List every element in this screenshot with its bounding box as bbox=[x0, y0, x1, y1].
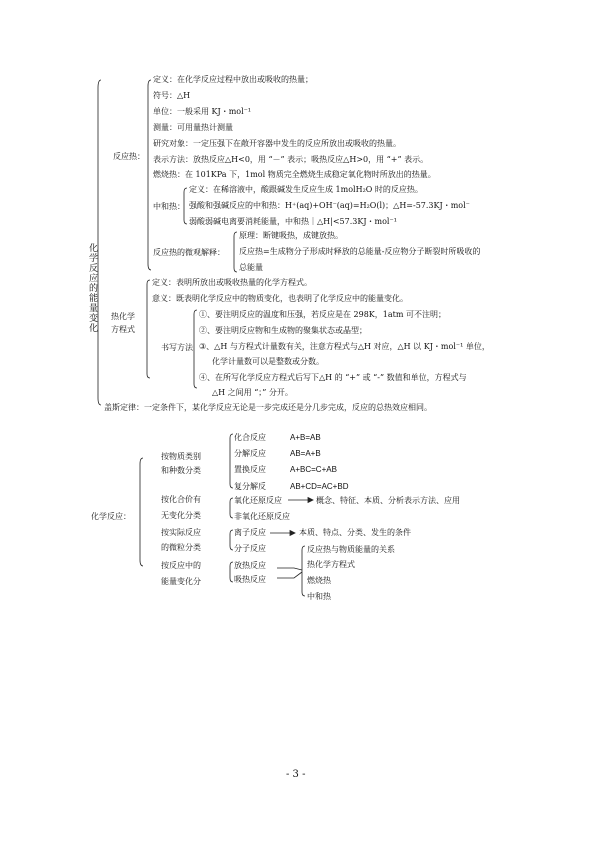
redox: 氧化还原反应 bbox=[234, 496, 282, 505]
by-type-1: 按物质类别 bbox=[161, 452, 201, 461]
decomposition: 分解反应 bbox=[234, 449, 266, 458]
redox-note: 概念、特征、本质、分析表示方法、应用 bbox=[316, 496, 460, 505]
by-valence-2: 无变化分类 bbox=[161, 511, 201, 520]
by-type-2: 和种数分类 bbox=[161, 466, 201, 475]
combination-eq: A+B=AB bbox=[290, 433, 321, 442]
reaction-heat-label: 反应热： bbox=[113, 152, 145, 161]
double: 复分解反 bbox=[234, 482, 266, 491]
page-number: - 3 - bbox=[286, 769, 306, 780]
neutral-def: 定义：在稀溶液中，酸跟碱发生反应生成 1molH₂O 时的反应热。 bbox=[189, 185, 423, 194]
molecular: 分子反应 bbox=[234, 544, 266, 553]
object: 研究对象：一定压强下在敞开容器中发生的反应所放出或吸收的热量。 bbox=[153, 139, 401, 148]
rule-3b: 化学计量数可以是整数或分数。 bbox=[212, 357, 324, 366]
rule-2: ②、要注明反应物和生成物的聚集状态或晶型； bbox=[199, 326, 367, 335]
replacement-eq: A+BC=C+AB bbox=[290, 465, 337, 474]
combustion: 燃烧热：在 101KPa 下，1mol 物质完全燃烧生成稳定氧化物时所放出的热量。 bbox=[153, 170, 436, 179]
reaction-heat-brace bbox=[148, 80, 151, 270]
combustion-heat: 燃烧热 bbox=[307, 576, 331, 585]
exo: 放热反应 bbox=[234, 561, 266, 570]
energy-brace bbox=[230, 562, 233, 582]
type-brace bbox=[230, 434, 233, 488]
ionic-note: 本质、特点、分类、发生的条件 bbox=[299, 528, 411, 537]
valence-brace bbox=[230, 498, 233, 518]
energy-connector bbox=[277, 568, 302, 570]
measure: 测量：可用量热计测量 bbox=[153, 123, 233, 132]
thermo-label-2: 方程式 bbox=[111, 325, 135, 334]
micro-label: 反应热的微观解释： bbox=[153, 248, 225, 257]
rule-3a: ③、△H 与方程式计量数有关，注意方程式与△H 对应，△H 以 KJ・mol⁻¹ 单位， bbox=[199, 342, 490, 351]
expression: 表示方法：放热反应△H<0，用 “－” 表示；吸热反应△H>0，用 “+” 表示。 bbox=[153, 155, 429, 164]
rules-brace bbox=[194, 310, 197, 388]
micro-principle: 原理：断键吸热，成键放热。 bbox=[239, 231, 343, 240]
by-energy-1: 按反应中的 bbox=[161, 561, 201, 570]
neutral-weak: 弱酸弱碱电离要消耗能量，中和热｜△H|<57.3KJ・mol⁻¹ bbox=[189, 217, 397, 226]
root-title: 化学反应的能量变化 bbox=[89, 244, 99, 334]
by-particle-1: 按实际反应 bbox=[161, 528, 201, 537]
main-brace bbox=[98, 80, 101, 405]
decomposition-eq: AB=A+B bbox=[290, 449, 321, 458]
rules-label: 书写方法 bbox=[161, 343, 193, 352]
neutral-label: 中和热： bbox=[153, 202, 185, 211]
thermo-label-1: 热化学 bbox=[111, 312, 135, 321]
rule-4a: ④、在所写化学反应方程式后写下△H 的 “+” 或 “-” 数值和单位，方程式与 bbox=[199, 373, 467, 382]
non-redox: 非氧化还原反应 bbox=[234, 512, 290, 521]
ionic: 离子反应 bbox=[234, 528, 266, 537]
thermo-eq-item: 热化学方程式 bbox=[307, 560, 355, 569]
rule-1: ①、要注明反应的温度和压强，若反应是在 298K，1atm 可不注明； bbox=[199, 310, 446, 319]
energy-result-brace bbox=[302, 546, 305, 596]
by-energy-2: 能量变化分 bbox=[161, 577, 201, 586]
by-particle-2: 的微粒分类 bbox=[161, 543, 201, 552]
thermo-meaning: 意义：既表明化学反应中的物质变化，也表明了化学反应中的能量变化。 bbox=[152, 294, 408, 303]
neutral-heat: 中和热 bbox=[307, 592, 331, 601]
hess-law: 盖斯定律：一定条件下，某化学反应无论是一步完成还是分几步完成，反应的总热效应相同。 bbox=[104, 403, 432, 412]
endo: 吸热反应 bbox=[234, 575, 266, 584]
micro-heat-1: 反应热=生成物分子形成时释放的总能量-反应物分子断裂时所吸收的 bbox=[239, 247, 481, 256]
s2-root: 化学反应： bbox=[91, 512, 131, 521]
double-eq: AB+CD=AC+BD bbox=[290, 482, 349, 491]
definition: 定义：在化学反应过程中放出或吸收的热量； bbox=[153, 75, 313, 84]
neutral-strong: 强酸和强碱反应的中和热：H⁺(aq)+OH⁻(aq)=H₂O(l)；△H=-57.3KJ・mol⁻ bbox=[189, 201, 470, 210]
rule-4b: △H 之间用 “；” 分开。 bbox=[212, 388, 293, 397]
micro-brace bbox=[234, 232, 237, 272]
symbol: 符号：△H bbox=[153, 91, 191, 100]
combination: 化合反应 bbox=[234, 433, 266, 442]
thermo-eq-brace bbox=[147, 280, 150, 378]
s2-main-brace bbox=[140, 458, 143, 566]
energy-relation: 反应热与物质能量的关系 bbox=[307, 545, 395, 554]
by-valence-1: 按化合价有 bbox=[161, 495, 201, 504]
particle-brace bbox=[230, 530, 233, 550]
thermo-definition: 定义：表明所放出或吸收热量的化学方程式。 bbox=[152, 278, 312, 287]
replacement: 置换反应 bbox=[234, 465, 266, 474]
micro-heat-2: 总能量 bbox=[239, 263, 263, 272]
unit: 单位：一般采用 KJ・mol⁻¹ bbox=[153, 107, 252, 116]
